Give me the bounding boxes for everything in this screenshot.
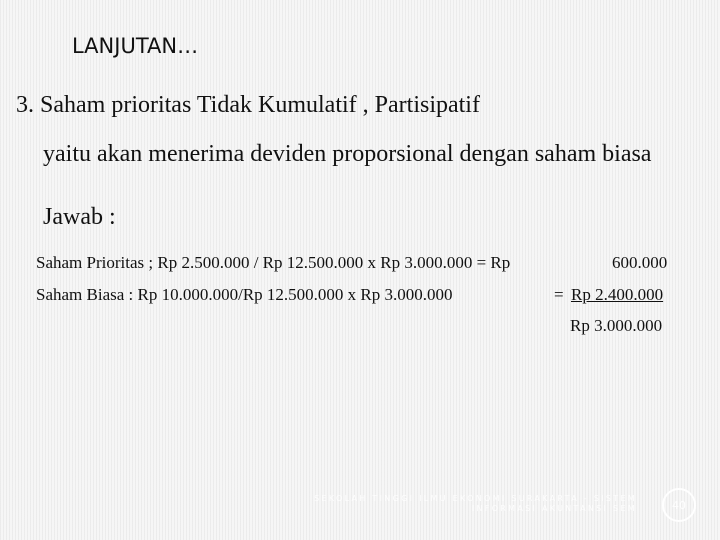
calc-prioritas-formula: Saham Prioritas ; Rp 2.500.000 / Rp 12.500.000 x Rp 3.000.000 = Rp [36,253,511,272]
calc-biasa-formula: Saham Biasa : Rp 10.000.000/Rp 12.500.000 x Rp 3.000.000 [36,285,453,304]
calc-total: Rp 3.000.000 [570,316,663,335]
calc-biasa-equals: = [554,285,564,304]
point-heading: 3. Saham prioritas Tidak Kumulatif , Partisipatif [16,92,480,118]
answer-label: Jawab : [43,204,116,230]
calc-biasa-result: Rp 2.400.000 [571,285,664,304]
calc-prioritas-result: 600.000 [612,253,668,272]
footer-text: SEKOLAH TINGGI ILMU EKONOMI SURAKARTA - SISTEM INFORMASI AKUNTANSI SEM [314,494,637,513]
point-description: yaitu akan menerima deviden proporsional dengan saham biasa [43,141,652,167]
slide-title: LANJUTAN… [72,34,199,58]
page-number-badge: 40 [662,488,696,522]
